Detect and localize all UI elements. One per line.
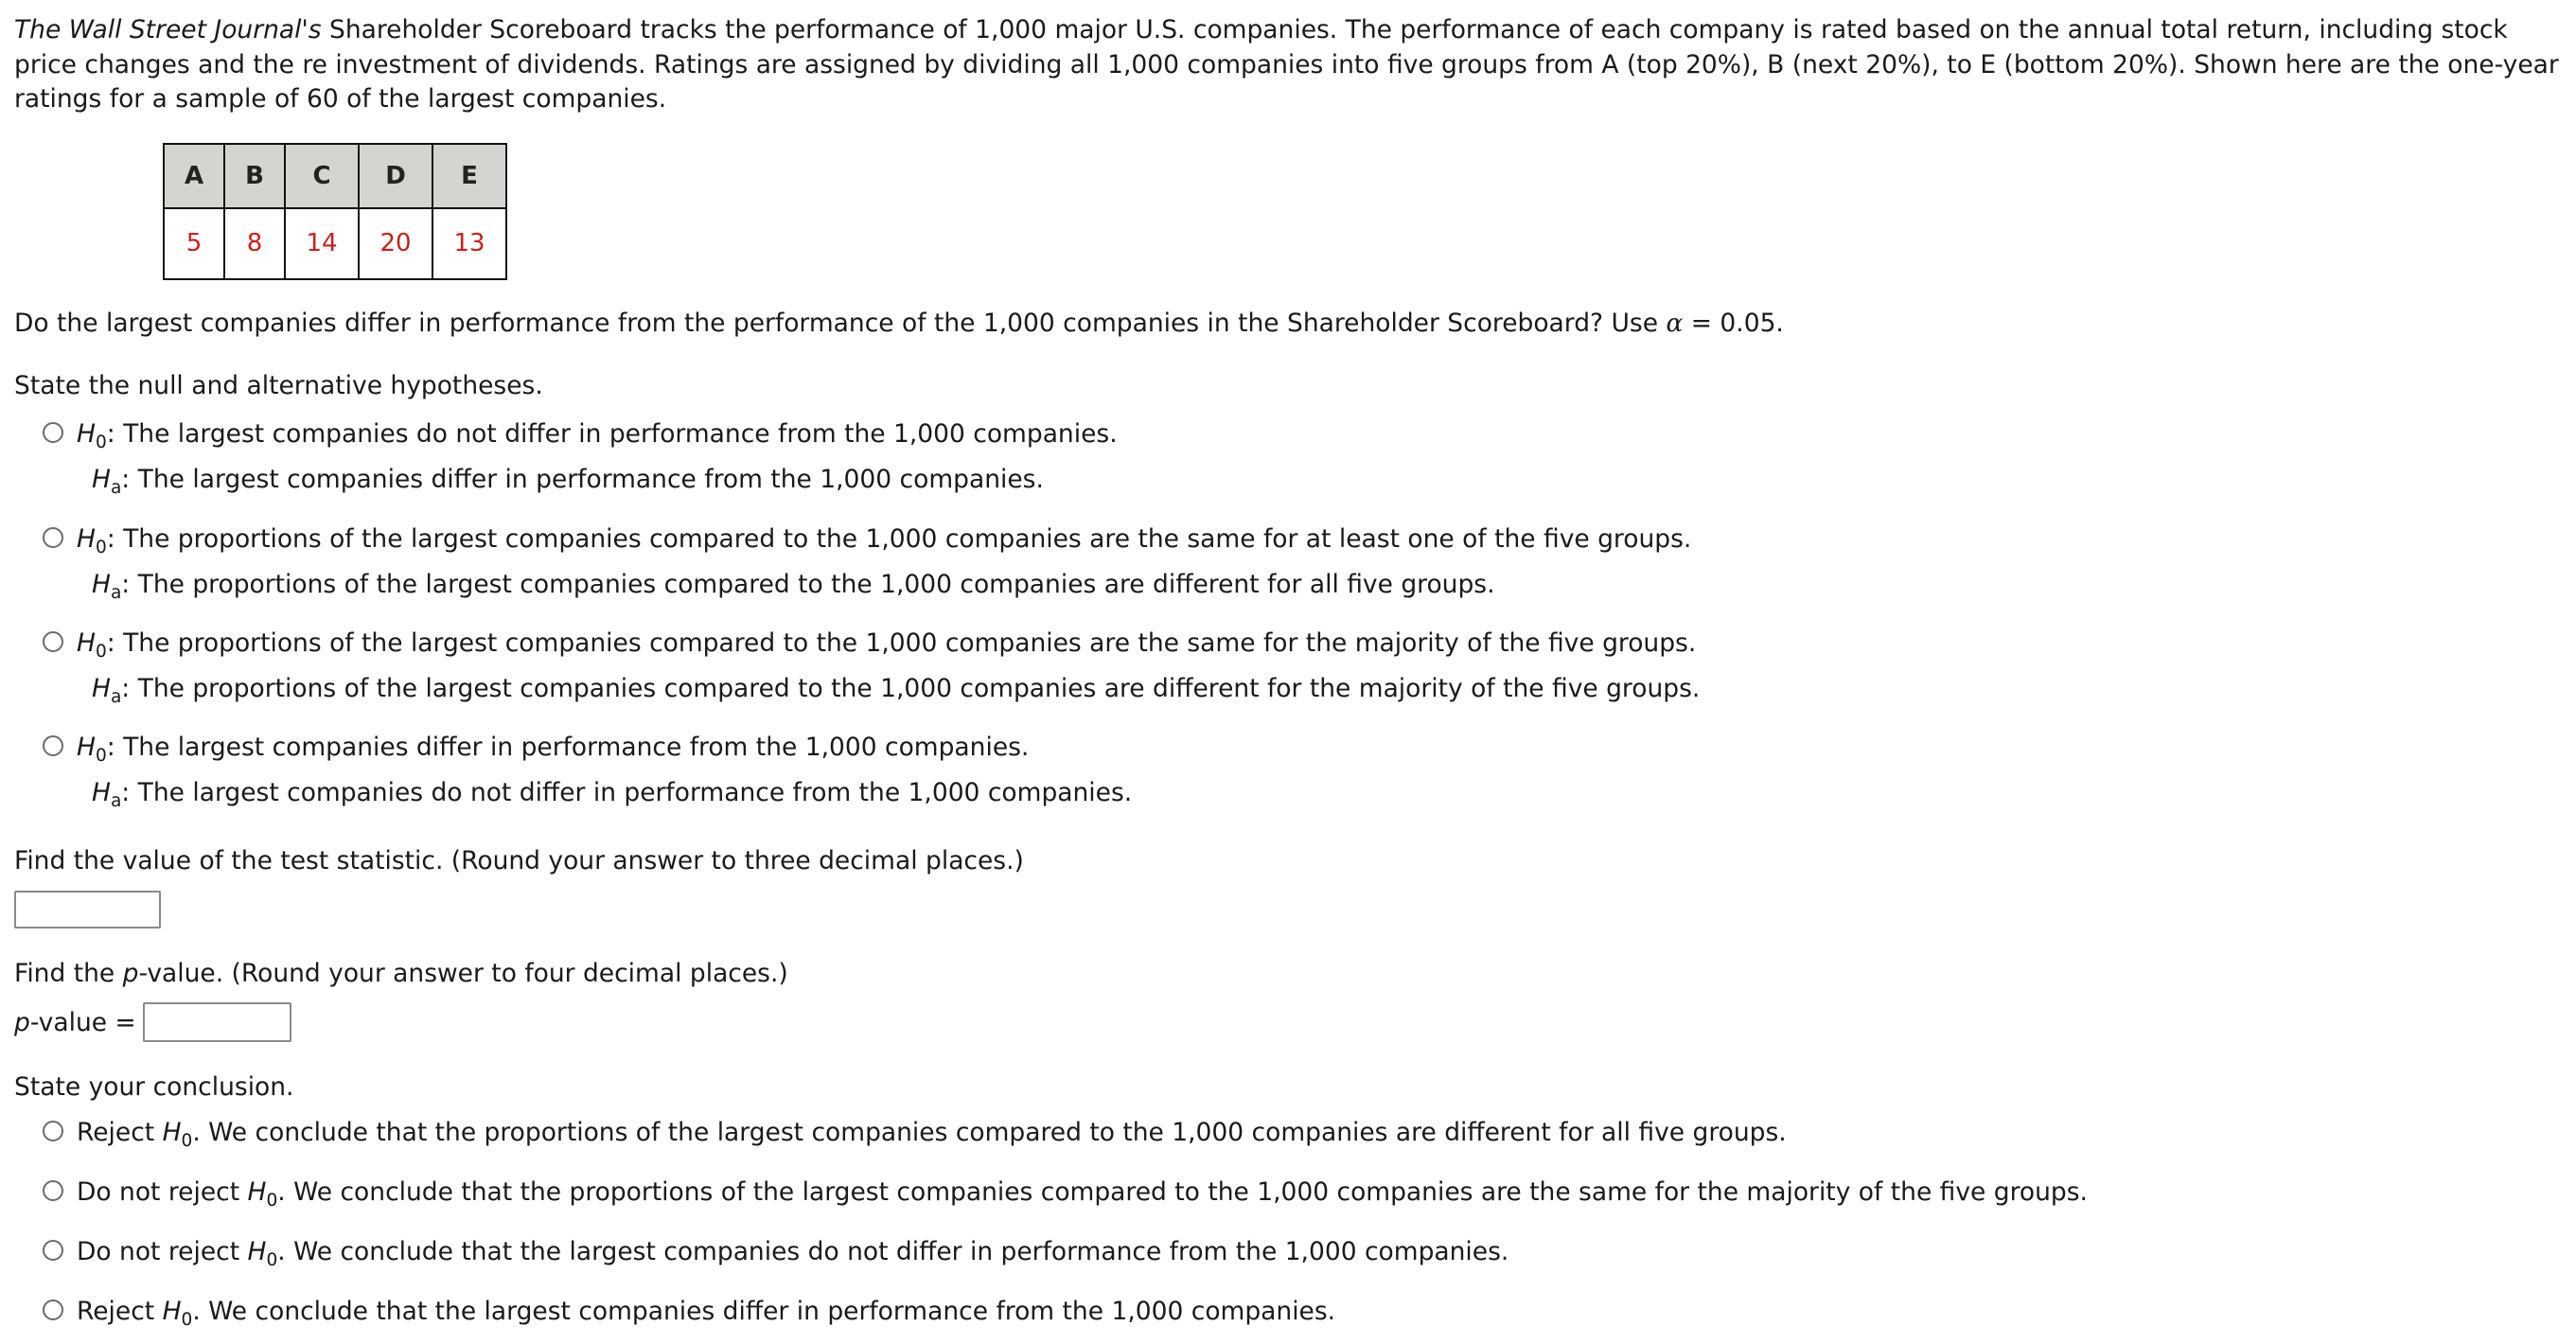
ratings-header-row — [164, 144, 506, 208]
conclusion-pre: Do not reject — [77, 1177, 248, 1207]
null-hypothesis-text: : The largest companies differ in performance from the 1,000 companies. — [106, 733, 1030, 762]
conclusion-text: . We conclude that the largest companies do not differ in performance from the 1,000 companies. — [277, 1237, 1509, 1266]
alt-h: H — [92, 570, 111, 599]
null-hypothesis-text: : The proportions of the largest companies compared to the 1,000 companies are the same for at least one of the five groups. — [106, 524, 1692, 554]
null-sub: 0 — [95, 642, 107, 662]
conclusion-pre: Do not reject — [77, 1237, 248, 1266]
rating-value-d: 20 — [359, 208, 432, 279]
conclusion-option-3[interactable] — [43, 1231, 1509, 1277]
question-body: Do the largest companies differ in performance from the performance of the 1,000 companies in the Shareholder Scoreboard? Use — [14, 309, 1667, 338]
rating-header-e: E — [432, 144, 506, 208]
rating-value-e: 13 — [432, 208, 506, 279]
alt-sub: a — [110, 478, 122, 498]
hypothesis-option-4[interactable] — [43, 727, 1132, 818]
null-h: H — [77, 524, 96, 554]
hypothesis-option-2[interactable] — [43, 519, 1691, 610]
hypothesis-option-1[interactable] — [43, 414, 1118, 504]
conclusion-text: . We conclude that the proportions of the largest companies compared to the 1,000 companies are the same for the majority of the five groups. — [277, 1177, 2088, 1207]
rating-header-a: A — [164, 144, 224, 208]
alt-sub: a — [110, 583, 122, 603]
conclusion-option-1[interactable] — [43, 1112, 1787, 1158]
alt-sub: a — [110, 791, 122, 811]
intro-paragraph — [14, 13, 2565, 117]
radio-button[interactable] — [43, 1180, 63, 1201]
conclusion-h: H — [162, 1297, 182, 1326]
conclusion-option-2[interactable] — [43, 1172, 2088, 1217]
conclusion-text: . We conclude that the proportions of the largest companies compared to the 1,000 companies are different for all five groups. — [192, 1118, 1787, 1147]
null-h: H — [77, 733, 96, 762]
intro-text: Shareholder Scoreboard tracks the performance of 1,000 major U.S. companies. The performance of each company is rated based on the annual total return, including stock price changes and the re investment of dividends. Ratings are assigned by dividing all 1,000 companies into five groups from A (top 20%), B (next 20%), to E (bottom 20%). Shown here are the one-year ratings for a sample of 60 of the largest companies. — [14, 15, 2559, 114]
null-h: H — [77, 419, 96, 449]
rating-value-a: 5 — [164, 208, 224, 279]
question-text — [14, 306, 1784, 341]
rating-value-c: 14 — [285, 208, 359, 279]
rating-value-b: 8 — [224, 208, 285, 279]
ratings-table — [163, 143, 507, 280]
alt-h: H — [92, 674, 111, 703]
null-hypothesis-text: : The proportions of the largest companies compared to the 1,000 companies are the same for the majority of the five groups. — [106, 628, 1697, 658]
hypothesis-option-3[interactable] — [43, 623, 1700, 714]
p-value-prompt — [14, 956, 788, 991]
alt-hypothesis-text: : The largest companies do not differ in performance from the 1,000 companies. — [121, 778, 1133, 807]
conclusion-pre: Reject — [77, 1118, 163, 1147]
alt-sub: a — [110, 687, 122, 707]
hypotheses-prompt: State the null and alternative hypotheses. — [14, 371, 543, 400]
conclusion-pre: Reject — [77, 1297, 163, 1326]
conclusion-h: H — [247, 1177, 267, 1207]
radio-button[interactable] — [43, 1240, 63, 1261]
alpha-value: = 0.05. — [1683, 309, 1784, 338]
conclusion-h: H — [247, 1237, 267, 1266]
conclusion-h-sub: 0 — [181, 1310, 193, 1330]
conclusion-h-sub: 0 — [266, 1250, 278, 1270]
radio-button[interactable] — [43, 631, 63, 652]
alt-hypothesis-text: : The proportions of the largest companies compared to the 1,000 companies are different for all five groups. — [121, 570, 1495, 599]
null-sub: 0 — [95, 746, 107, 766]
test-statistic-input[interactable] — [14, 891, 161, 928]
radio-button[interactable] — [43, 1121, 63, 1141]
rating-header-b: B — [224, 144, 285, 208]
conclusion-h: H — [162, 1118, 182, 1147]
null-hypothesis-text: : The largest companies do not differ in performance from the 1,000 companies. — [106, 419, 1118, 449]
conclusion-prompt: State your conclusion. — [14, 1072, 294, 1102]
alpha-symbol: α — [1666, 309, 1684, 338]
null-h: H — [77, 628, 96, 658]
radio-button[interactable] — [43, 527, 63, 548]
ratings-value-row — [164, 208, 506, 279]
conclusion-text: . We conclude that the largest companies differ in performance from the 1,000 companies. — [192, 1297, 1336, 1326]
p-letter: p — [14, 1008, 30, 1037]
conclusion-h-sub: 0 — [266, 1191, 278, 1211]
p-value-label-text: -value = — [29, 1008, 136, 1037]
p-value-prompt-post: -value. (Round your answer to four decimal places.) — [138, 959, 788, 988]
test-statistic-prompt: Find the value of the test statistic. (Round your answer to three decimal places.) — [14, 846, 1024, 875]
p-letter: p — [122, 959, 139, 988]
alt-h: H — [92, 465, 111, 494]
radio-button[interactable] — [43, 735, 63, 756]
alt-hypothesis-text: : The proportions of the largest companies compared to the 1,000 companies are different for the majority of the five groups. — [121, 674, 1701, 703]
alt-h: H — [92, 778, 111, 807]
rating-header-c: C — [285, 144, 359, 208]
radio-button[interactable] — [43, 422, 63, 443]
conclusion-option-4[interactable] — [43, 1291, 1335, 1336]
p-value-input[interactable] — [143, 1002, 291, 1042]
radio-button[interactable] — [43, 1300, 63, 1320]
rating-header-d: D — [359, 144, 432, 208]
alt-hypothesis-text: : The largest companies differ in performance from the 1,000 companies. — [121, 465, 1044, 494]
conclusion-h-sub: 0 — [181, 1131, 193, 1151]
journal-name: The Wall Street Journal's — [14, 15, 322, 44]
p-value-label — [14, 1005, 136, 1040]
null-sub: 0 — [95, 538, 107, 557]
p-value-prompt-pre: Find the — [14, 959, 123, 988]
null-sub: 0 — [95, 433, 107, 452]
